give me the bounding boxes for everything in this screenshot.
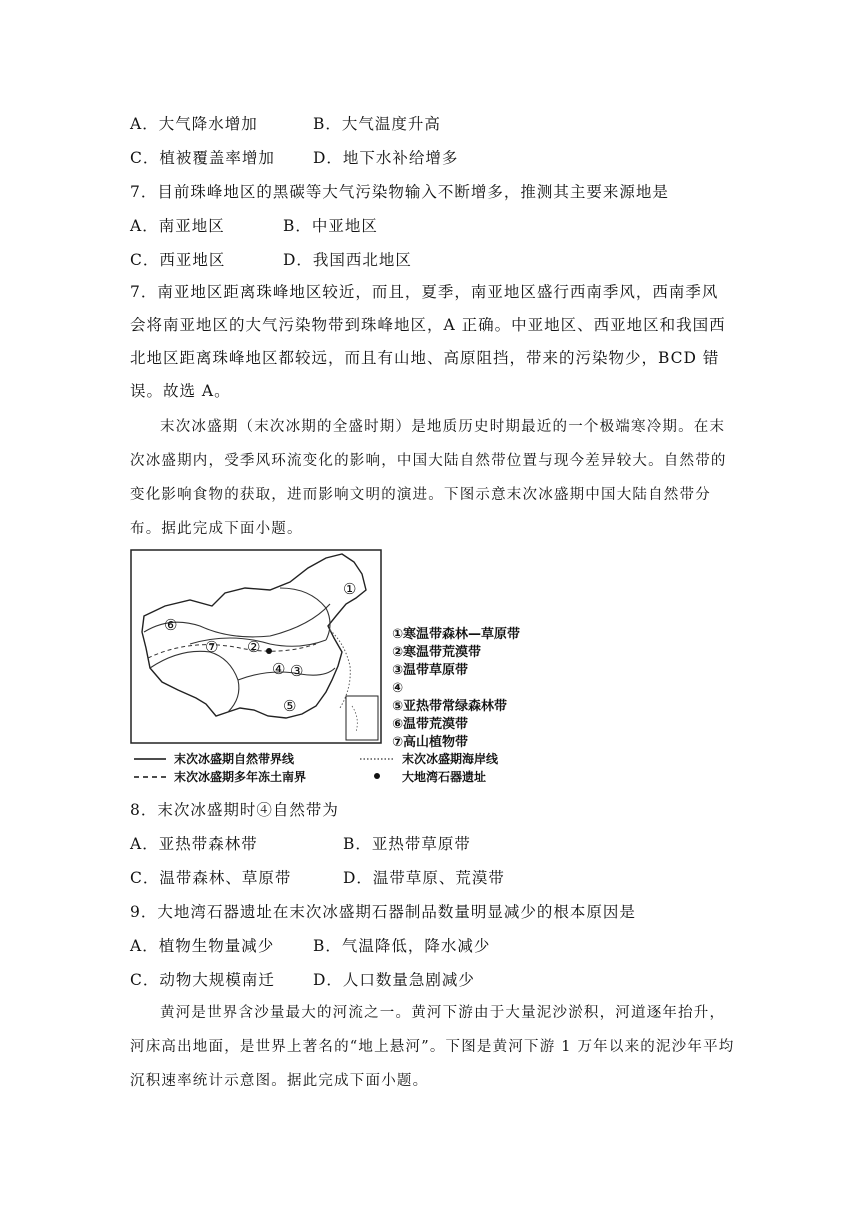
q9-option-b: B．气温降低，降水减少 [313, 937, 491, 955]
q8-option-a: A．亚热带森林带 [130, 835, 258, 853]
legend-item-3: ③温带草原带 [392, 663, 469, 678]
q9-option-d: D．人口数量急剧减少 [313, 971, 475, 989]
zone-number-7: ⑦ [205, 638, 219, 656]
q8-option-b: B．亚热带草原带 [343, 835, 471, 853]
q9-option-c: C．动物大规模南迁 [130, 971, 275, 989]
q7-option-b: B．中亚地区 [283, 217, 378, 235]
q8-option-d: D．温带草原、荒漠带 [343, 869, 505, 887]
legend-boundary-label: 末次冰盛期自然带界线 [174, 752, 295, 766]
legend-permafrost-label: 末次冰盛期多年冻土南界 [174, 770, 307, 784]
zone-number-4: ④ [272, 660, 286, 678]
natural-zone-map [130, 548, 560, 788]
q9-option-a: A．植物生物量减少 [130, 937, 275, 955]
q6-option-b: B．大气温度升高 [313, 115, 441, 133]
q8-stem: 8．末次冰盛期时④自然带为 [130, 801, 339, 819]
q9-stem: 9．大地湾石器遗址在末次冰盛期石器制品数量明显减少的根本原因是 [130, 903, 636, 921]
south-sea-inset [346, 696, 378, 740]
q8-option-c: C．温带森林、草原带 [130, 869, 292, 887]
zone-number-2: ② [247, 638, 261, 656]
q6-option-d: D．地下水补给增多 [313, 149, 459, 167]
legend-item-2: ②寒温带荒漠带 [392, 645, 482, 660]
legend-item-1: ①寒温带森林—草原带 [392, 627, 521, 642]
dadiwan-site-marker [266, 648, 272, 654]
q7-option-d: D．我国西北地区 [283, 251, 412, 269]
zone-legend [392, 626, 520, 750]
q7-option-c: C．西亚地区 [130, 251, 226, 269]
zone-number-5: ⑤ [283, 697, 297, 715]
legend-coastline-label: 末次冰盛期海岸线 [402, 752, 499, 766]
legend-item-5: ⑤亚热带常绿森林带 [392, 699, 508, 714]
zone-number-1: ① [343, 580, 357, 598]
legend-item-7: ⑦高山植物带 [392, 735, 469, 750]
q6-option-a: A．大气降水增加 [130, 115, 258, 133]
q7-option-a: A．南亚地区 [130, 217, 225, 235]
legend-site-label: 大地湾石器遗址 [402, 770, 487, 784]
passage-yellow-river: 黄河是世界含沙量最大的河流之一。黄河下游由于大量泥沙淤积，河道逐年抬升，河床高出地面，是世界上著名的“地上悬河”。下图是黄河下游 1 万年以来的泥沙年平均沉积速率统计示意图。据此完成下面小题。 [130, 1005, 735, 1089]
zone-number-6: ⑥ [164, 616, 178, 634]
passage-last-glacial-maximum: 末次冰盛期（末次冰期的全盛时期）是地质历史时期最近的一个极端寒冷期。在末次冰盛期内，受季风环流变化的影响，中国大陆自然带位置与现今差异较大。自然带的变化影响食物的获取，进而影响文明的演进。下图示意末次冰盛期中国大陆自然带分布。据此完成下面小题。 [130, 419, 727, 537]
legend-item-6: ⑥温带荒漠带 [392, 717, 469, 732]
zone-number-3: ③ [290, 662, 304, 680]
q7-stem: 7．目前珠峰地区的黑碳等大气污染物输入不断增多，推测其主要来源地是 [130, 183, 669, 201]
q7-answer-explanation: 7．南亚地区距离珠峰地区较近，而且，夏季，南亚地区盛行西南季风，西南季风会将南亚地区的大气污染物带到珠峰地区，A 正确。中亚地区、西亚地区和我国西北地区距离珠峰地区都较远，而且有山地、高原阻挡，带来的污染物少，BCD 错误。故选 A。 [130, 283, 726, 400]
line-legend [134, 751, 499, 784]
legend-item-4: ④ [392, 681, 404, 696]
q6-option-c: C．植被覆盖率增加 [130, 149, 275, 167]
